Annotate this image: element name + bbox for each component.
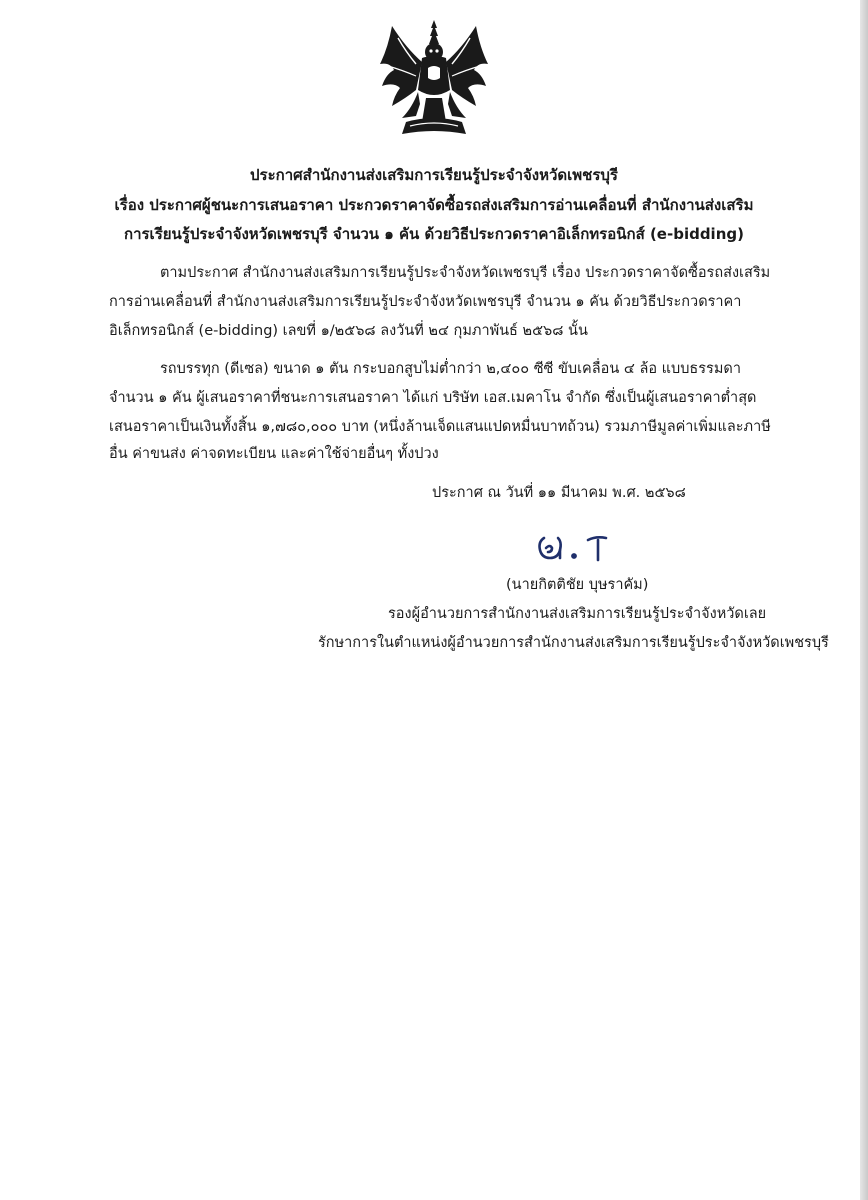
- paragraph-2-line-4: อื่น ค่าขนส่ง ค่าจดทะเบียน และค่าใช้จ่ายอื่นๆ ทั้งปวง: [109, 446, 439, 462]
- paragraph-1-line-2: การอ่านเคลื่อนที่ สำนักงานส่งเสริมการเรียนรู้ประจำจังหวัดเพชรบุรี จำนวน ๑ คัน ด้วยวิธีประกวดราคา: [109, 294, 742, 310]
- paragraph-1-line-3: อิเล็กทรอนิกส์ (e-bidding) เลขที่ ๑/๒๕๖๘ ลงวันที่ ๒๔ กุมภาพันธ์ ๒๕๖๘ นั้น: [109, 323, 588, 339]
- handwritten-signature: [530, 524, 620, 568]
- paragraph-1-line-1: ตามประกาศ สำนักงานส่งเสริมการเรียนรู้ประจำจังหวัดเพชรบุรี เรื่อง ประกวดราคาจัดซื้อรถส่งเสริม: [160, 265, 771, 281]
- announcement-subject-line-1: เรื่อง ประกาศผู้ชนะการเสนอราคา ประกวดราคาจัดซื้อรถส่งเสริมการอ่านเคลื่อนที่ สำนักงานส่งเสริม: [114, 196, 754, 214]
- signatory-name: (นายกิตติชัย บุษราคัม): [506, 577, 649, 593]
- announcement-subject-line-2: การเรียนรู้ประจำจังหวัดเพชรบุรี จำนวน ๑ คัน ด้วยวิธีประกวดราคาอิเล็กทรอนิกส์ (e-bidding): [124, 225, 744, 243]
- paragraph-2-line-2: จำนวน ๑ คัน ผู้เสนอราคาที่ชนะการเสนอราคา ได้แก่ บริษัท เอส.เมคาโน จำกัด ซึ่งเป็นผู้เสนอราคาต่ำสุด: [109, 390, 757, 406]
- paragraph-2-line-1: รถบรรทุก (ดีเซล) ขนาด ๑ ตัน กระบอกสูบไม่ต่ำกว่า ๒,๔๐๐ ซีซี ขับเคลื่อน ๔ ล้อ แบบธรรมดา: [160, 361, 741, 377]
- page-edge-shadow: [860, 0, 868, 1200]
- paragraph-2-line-3: เสนอราคาเป็นเงินทั้งสิ้น ๑,๗๘๐,๐๐๐ บาท (หนึ่งล้านเจ็ดแสนแปดหมื่นบาทถ้วน) รวมภาษีมูลค่าเพิ่มและภาษี: [109, 419, 771, 435]
- signatory-position-1: รองผู้อำนวยการสำนักงานส่งเสริมการเรียนรู้ประจำจังหวัดเลย: [388, 606, 767, 622]
- announce-date: ประกาศ ณ วันที่ ๑๑ มีนาคม พ.ศ. ๒๕๖๘: [432, 485, 686, 501]
- signatory-position-2: รักษาการในตำแหน่งผู้อำนวยการสำนักงานส่งเสริมการเรียนรู้ประจำจังหวัดเพชรบุรี: [318, 635, 829, 651]
- garuda-emblem-icon: [376, 18, 492, 138]
- announcement-title: ประกาศสำนักงานส่งเสริมการเรียนรู้ประจำจังหวัดเพชรบุรี: [250, 166, 618, 184]
